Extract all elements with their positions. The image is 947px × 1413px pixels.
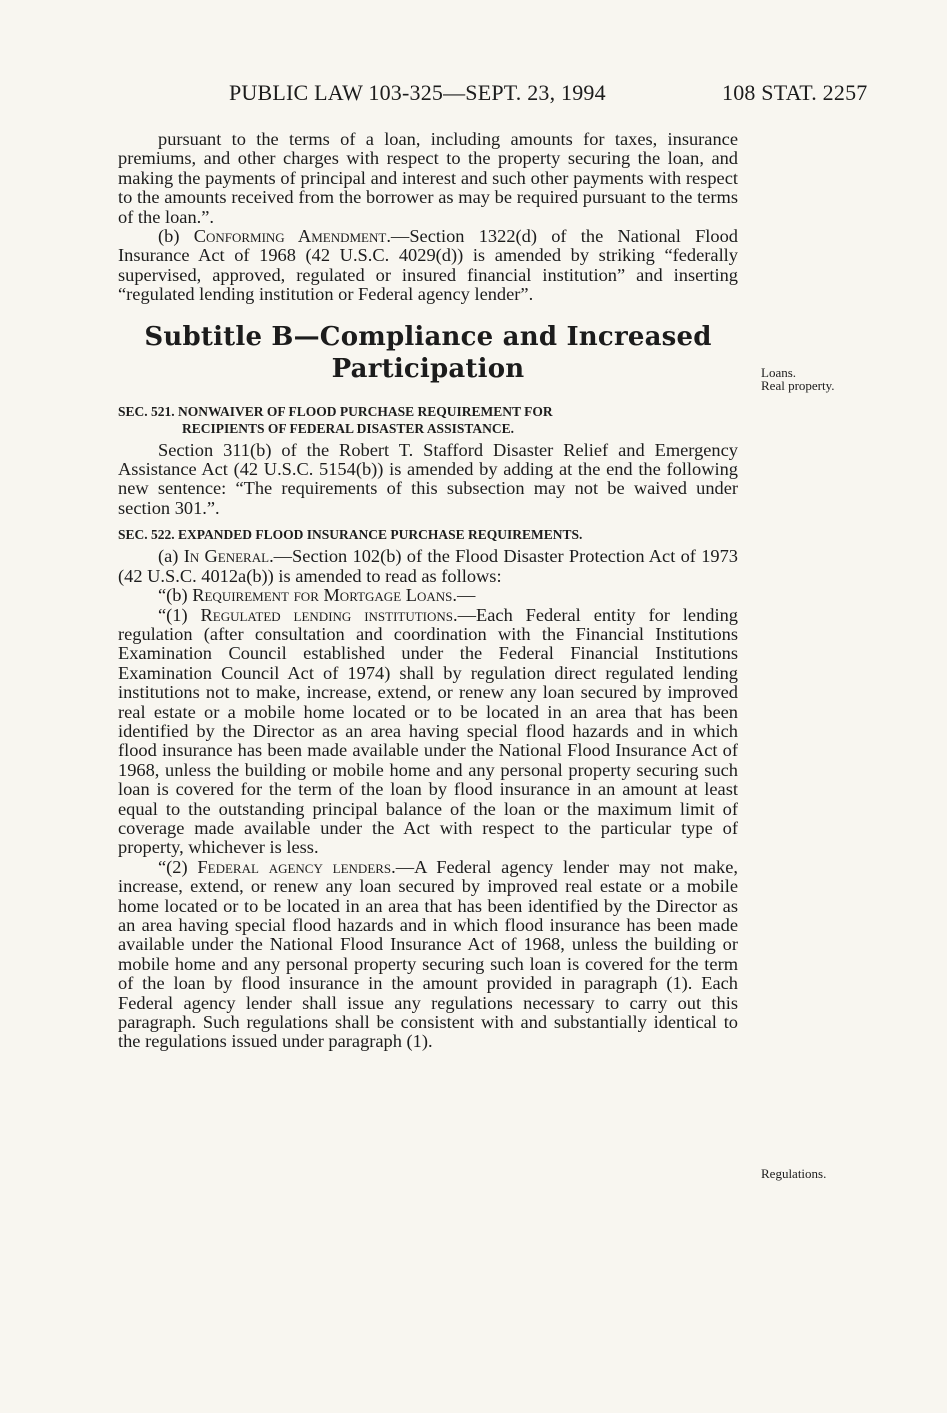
subtitle-heading (118, 321, 738, 385)
sec-521-title-line-2: RECIPIENTS OF FEDERAL DISASTER ASSISTANCE. (182, 420, 514, 436)
subsection-b-text: .—Section 1322(d) of the National Flood Insurance Act of 1968 (42 U.S.C. 4029(d)) is amended by striking “federally supervised, approved, regulated or insured financial institution” and inserting “regulated lending institution or Federal agency lender”. (118, 226, 738, 305)
sec-522-b-text: .— (452, 585, 476, 606)
sec-522-a-text: .—Section 102(b) of the Flood Disaster Protection Act of 1973 (42 U.S.C. 4012a(b)) is amended to read as follows: (118, 546, 739, 586)
paragraph-2-label: “(2) (158, 856, 198, 877)
subsection-b-label: (b) (158, 226, 194, 247)
sec-522-title: SEC. 522. EXPANDED FLOOD INSURANCE PURCHASE REQUIREMENTS. (118, 527, 583, 543)
sec-522-b-heading: Requirement for Mortgage Loans (192, 585, 453, 606)
paragraph-2-text: .—A Federal agency lender may not make, increase, extend, or renew any loan secured by improved real estate or a mobile home located or to be located in an area that has been identified by the Director as an area having special flood hazards and in which flood insurance has been made available under the National Flood Insurance Act of 1968, unless the building or mobile home and any personal property securing such loan is covered for the term of the loan by flood insurance in the amount provided in paragraph (1). Each Federal agency lender shall issue any regulations necessary to carry out this paragraph. Such regulations shall be consistent with and substantially identical to the regulations issued under paragraph (1). (118, 856, 738, 1052)
sec-522-b (118, 586, 738, 605)
paragraph-1-heading: Regulated lending institutions (200, 604, 454, 625)
sec-522-a-label: (a) (158, 546, 184, 567)
margin-note-regulations: Regulations. (761, 1166, 827, 1181)
subsection-b (118, 227, 738, 305)
sec-522-a (118, 547, 738, 586)
subtitle-line-2: Participation (331, 353, 525, 384)
subsection-b-heading: Conforming Amendment (193, 226, 387, 247)
paragraph-2-heading: Federal agency lenders (197, 856, 392, 877)
continued-paragraph: pursuant to the terms of a loan, including amounts for taxes, insurance premiums, and other charges with respect to the property securing the loan, and making the payments of principal and interest and such other payments with respect to the amounts received from the borrower as may be required pursuant to the terms of the loan.”. (118, 129, 738, 227)
running-head: PUBLIC LAW 103-325—SEPT. 23, 1994 (229, 80, 606, 105)
page-number: 108 STAT. 2257 (722, 80, 868, 105)
sec-521-title (118, 403, 738, 437)
paragraph-1-text: .—Each Federal entity for lending regulation (after consultation and coordination with the Financial Institutions Examination Council established under the Federal Financial Institutions Examination Council Act of 1974) shall by regulation direct regulated lending institutions not to make, increase, extend, or renew any loan secured by improved real estate or a mobile home located or to be located in an area that has been identified by the Director as an area having special flood hazards and in which flood insurance has been made available under the National Flood Insurance Act of 1968, unless the building or mobile home and any personal property securing such loan is covered for the term of the loan by flood insurance in an amount at least equal to the outstanding principal balance of the loan or the maximum limit of coverage made available under the Act with respect to the particular type of property, whichever is less. (118, 604, 738, 858)
paragraph-2 (118, 858, 738, 1052)
sec-522-a-heading: In General (183, 546, 270, 567)
margin-note-real-property-text: Real property. (761, 378, 835, 393)
paragraph-1 (118, 606, 738, 858)
body-text (118, 130, 738, 1052)
paragraph-1-label: “(1) (158, 604, 201, 625)
sec-522-b-label: “(b) (158, 585, 193, 606)
sec-521-title-line-1: SEC. 521. NONWAIVER OF FLOOD PURCHASE REQUIREMENT FOR (118, 403, 553, 419)
sec-521-text: Section 311(b) of the Robert T. Stafford Disaster Relief and Emergency Assistance Act (42 U.S.C. 5154(b)) is amended by adding at the end the following new sentence: “The requirements of this subsection may not be waived under section 301.”. (118, 439, 738, 518)
subtitle-line-1: Subtitle B—Compliance and Increased (144, 321, 712, 352)
margin-note-loans (761, 366, 835, 392)
margin-note-loans-text: Loans. (761, 365, 797, 380)
